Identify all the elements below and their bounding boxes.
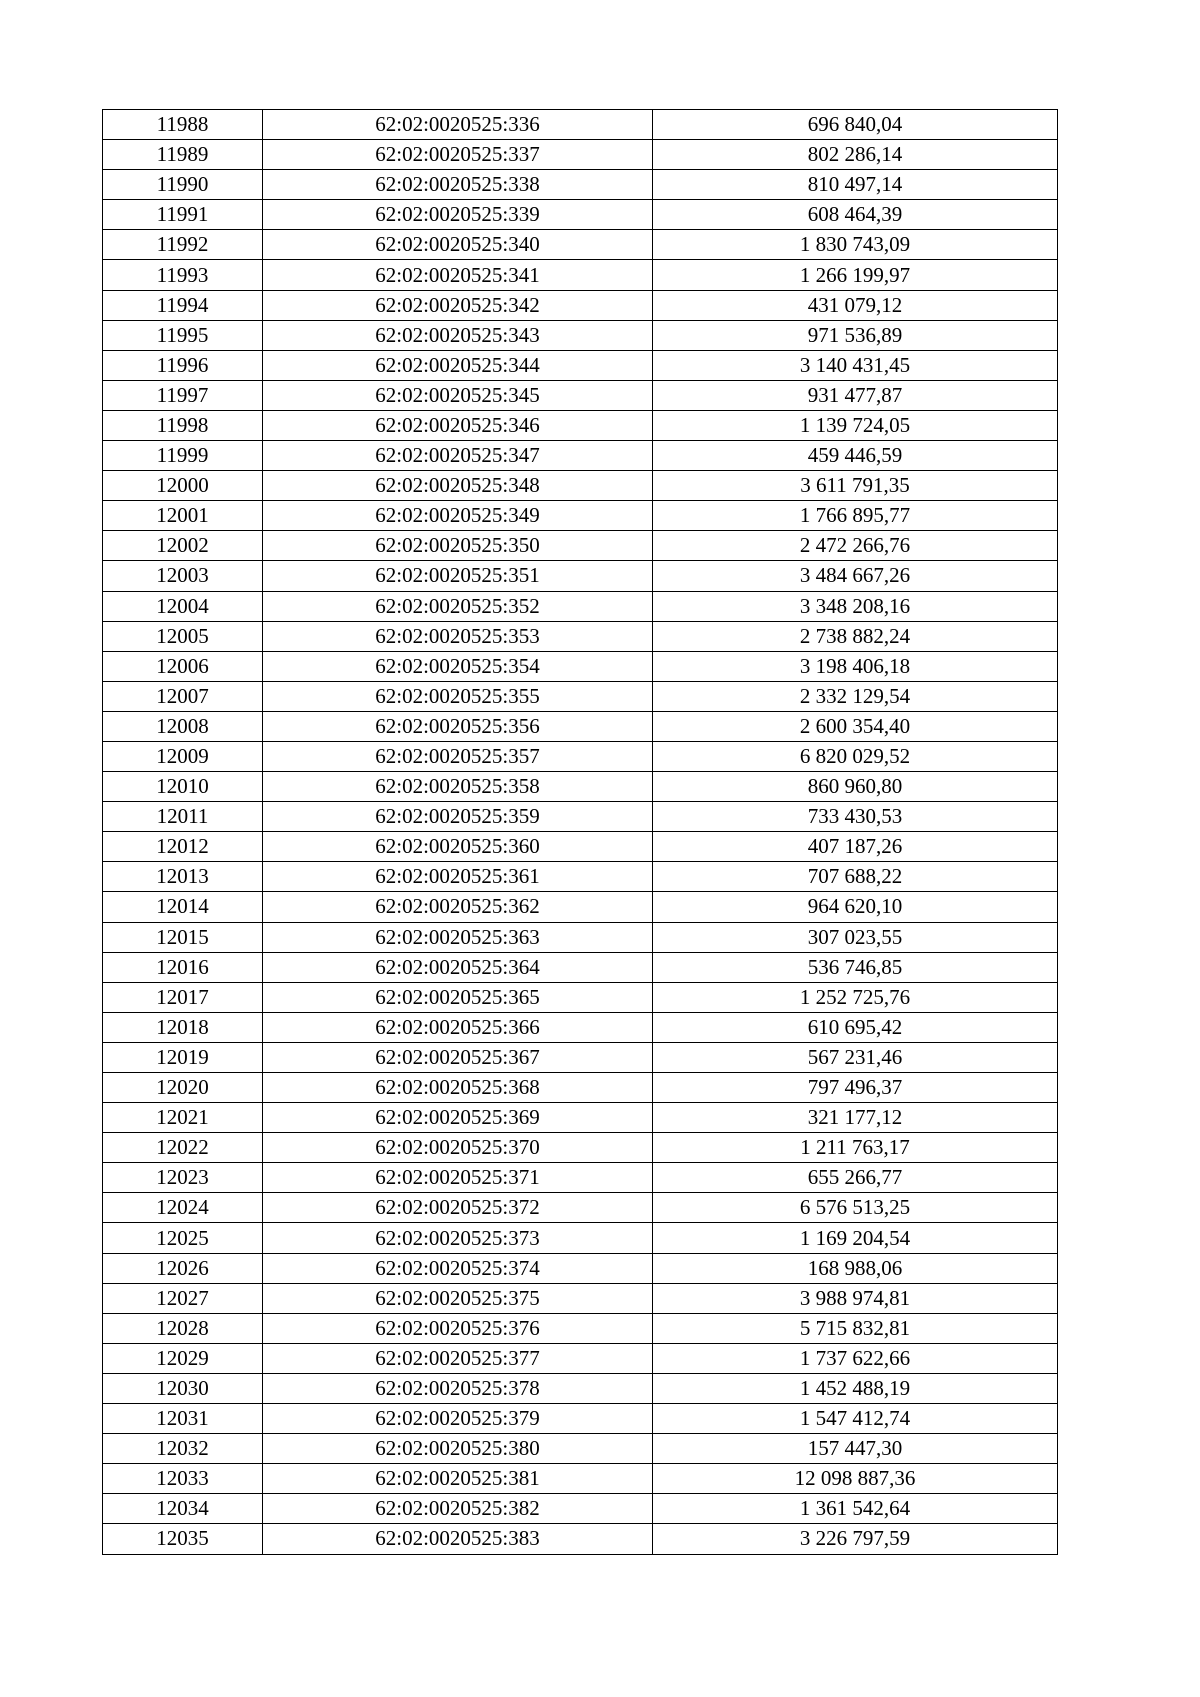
table-row [103, 200, 1058, 230]
cadastral-value-cell: 1 830 743,09 [653, 230, 1058, 260]
cadastral-number-cell: 62:02:0020525:341 [263, 260, 653, 290]
cadastral-value-cell: 5 715 832,81 [653, 1313, 1058, 1343]
cadastral-value-cell: 3 611 791,35 [653, 471, 1058, 501]
table-row [103, 561, 1058, 591]
cadastral-number-cell: 62:02:0020525:349 [263, 501, 653, 531]
cadastral-number-cell: 62:02:0020525:368 [263, 1073, 653, 1103]
cadastral-number-cell: 62:02:0020525:343 [263, 320, 653, 350]
row-number-cell: 11990 [103, 170, 263, 200]
table-row [103, 1133, 1058, 1163]
table-row [103, 862, 1058, 892]
cadastral-number-cell: 62:02:0020525:364 [263, 952, 653, 982]
cadastral-value-table [102, 109, 1058, 1555]
cadastral-number-cell: 62:02:0020525:369 [263, 1103, 653, 1133]
table-body [103, 110, 1058, 1555]
table-row [103, 621, 1058, 651]
cadastral-value-cell: 1 252 725,76 [653, 982, 1058, 1012]
table-row [103, 1313, 1058, 1343]
cadastral-number-cell: 62:02:0020525:362 [263, 892, 653, 922]
cadastral-value-cell: 860 960,80 [653, 772, 1058, 802]
row-number-cell: 11999 [103, 441, 263, 471]
table-row [103, 772, 1058, 802]
row-number-cell: 12023 [103, 1163, 263, 1193]
row-number-cell: 11998 [103, 410, 263, 440]
cadastral-number-cell: 62:02:0020525:373 [263, 1223, 653, 1253]
cadastral-value-cell: 157 447,30 [653, 1434, 1058, 1464]
cadastral-number-cell: 62:02:0020525:375 [263, 1283, 653, 1313]
cadastral-value-cell: 797 496,37 [653, 1073, 1058, 1103]
row-number-cell: 12020 [103, 1073, 263, 1103]
row-number-cell: 12031 [103, 1404, 263, 1434]
row-number-cell: 12033 [103, 1464, 263, 1494]
row-number-cell: 12026 [103, 1253, 263, 1283]
cadastral-number-cell: 62:02:0020525:353 [263, 621, 653, 651]
cadastral-value-cell: 459 446,59 [653, 441, 1058, 471]
cadastral-value-cell: 2 472 266,76 [653, 531, 1058, 561]
table-row [103, 1012, 1058, 1042]
cadastral-value-cell: 1 766 895,77 [653, 501, 1058, 531]
cadastral-value-cell: 810 497,14 [653, 170, 1058, 200]
row-number-cell: 12012 [103, 832, 263, 862]
row-number-cell: 11997 [103, 380, 263, 410]
cadastral-value-cell: 2 332 129,54 [653, 681, 1058, 711]
cadastral-value-cell: 931 477,87 [653, 380, 1058, 410]
row-number-cell: 12022 [103, 1133, 263, 1163]
cadastral-value-cell: 6 820 029,52 [653, 741, 1058, 771]
row-number-cell: 12008 [103, 711, 263, 741]
table-row [103, 1373, 1058, 1403]
row-number-cell: 12021 [103, 1103, 263, 1133]
row-number-cell: 11993 [103, 260, 263, 290]
cadastral-value-cell: 610 695,42 [653, 1012, 1058, 1042]
table-row [103, 410, 1058, 440]
table-row [103, 1494, 1058, 1524]
cadastral-value-cell: 3 198 406,18 [653, 651, 1058, 681]
table-row [103, 1464, 1058, 1494]
row-number-cell: 11992 [103, 230, 263, 260]
table-row [103, 140, 1058, 170]
cadastral-number-cell: 62:02:0020525:383 [263, 1524, 653, 1554]
cadastral-number-cell: 62:02:0020525:378 [263, 1373, 653, 1403]
cadastral-value-cell: 1 211 763,17 [653, 1133, 1058, 1163]
table-row [103, 1404, 1058, 1434]
table-row [103, 1343, 1058, 1373]
table-row [103, 230, 1058, 260]
table-row [103, 1524, 1058, 1554]
table-row [103, 1042, 1058, 1072]
cadastral-number-cell: 62:02:0020525:336 [263, 110, 653, 140]
table-row [103, 1283, 1058, 1313]
cadastral-number-cell: 62:02:0020525:346 [263, 410, 653, 440]
cadastral-number-cell: 62:02:0020525:344 [263, 350, 653, 380]
table-row [103, 531, 1058, 561]
cadastral-number-cell: 62:02:0020525:371 [263, 1163, 653, 1193]
cadastral-value-cell: 1 452 488,19 [653, 1373, 1058, 1403]
row-number-cell: 12005 [103, 621, 263, 651]
row-number-cell: 12014 [103, 892, 263, 922]
cadastral-number-cell: 62:02:0020525:339 [263, 200, 653, 230]
row-number-cell: 12035 [103, 1524, 263, 1554]
table-row [103, 651, 1058, 681]
row-number-cell: 12003 [103, 561, 263, 591]
table-row [103, 471, 1058, 501]
cadastral-value-cell: 6 576 513,25 [653, 1193, 1058, 1223]
table-row [103, 1434, 1058, 1464]
table-row [103, 832, 1058, 862]
cadastral-value-cell: 608 464,39 [653, 200, 1058, 230]
cadastral-number-cell: 62:02:0020525:372 [263, 1193, 653, 1223]
table-row [103, 1163, 1058, 1193]
cadastral-number-cell: 62:02:0020525:348 [263, 471, 653, 501]
row-number-cell: 11996 [103, 350, 263, 380]
cadastral-value-cell: 2 738 882,24 [653, 621, 1058, 651]
table-row [103, 110, 1058, 140]
row-number-cell: 12009 [103, 741, 263, 771]
table-row [103, 380, 1058, 410]
cadastral-number-cell: 62:02:0020525:366 [263, 1012, 653, 1042]
cadastral-value-cell: 971 536,89 [653, 320, 1058, 350]
cadastral-value-cell: 12 098 887,36 [653, 1464, 1058, 1494]
row-number-cell: 12010 [103, 772, 263, 802]
cadastral-number-cell: 62:02:0020525:376 [263, 1313, 653, 1343]
row-number-cell: 12029 [103, 1343, 263, 1373]
table-row [103, 892, 1058, 922]
table-row [103, 741, 1058, 771]
row-number-cell: 11991 [103, 200, 263, 230]
cadastral-value-cell: 1 139 724,05 [653, 410, 1058, 440]
cadastral-number-cell: 62:02:0020525:355 [263, 681, 653, 711]
row-number-cell: 12025 [103, 1223, 263, 1253]
cadastral-value-cell: 407 187,26 [653, 832, 1058, 862]
table-row [103, 591, 1058, 621]
row-number-cell: 12024 [103, 1193, 263, 1223]
table-row [103, 982, 1058, 1012]
row-number-cell: 12000 [103, 471, 263, 501]
cadastral-value-cell: 1 737 622,66 [653, 1343, 1058, 1373]
table-row [103, 922, 1058, 952]
row-number-cell: 12016 [103, 952, 263, 982]
cadastral-value-cell: 655 266,77 [653, 1163, 1058, 1193]
row-number-cell: 12015 [103, 922, 263, 952]
table-row [103, 1103, 1058, 1133]
table-row [103, 350, 1058, 380]
cadastral-number-cell: 62:02:0020525:382 [263, 1494, 653, 1524]
row-number-cell: 11989 [103, 140, 263, 170]
cadastral-number-cell: 62:02:0020525:370 [263, 1133, 653, 1163]
cadastral-number-cell: 62:02:0020525:380 [263, 1434, 653, 1464]
cadastral-value-cell: 802 286,14 [653, 140, 1058, 170]
row-number-cell: 12011 [103, 802, 263, 832]
cadastral-number-cell: 62:02:0020525:377 [263, 1343, 653, 1373]
row-number-cell: 11988 [103, 110, 263, 140]
row-number-cell: 12017 [103, 982, 263, 1012]
row-number-cell: 12018 [103, 1012, 263, 1042]
cadastral-value-cell: 696 840,04 [653, 110, 1058, 140]
row-number-cell: 11994 [103, 290, 263, 320]
cadastral-value-cell: 431 079,12 [653, 290, 1058, 320]
table-row [103, 952, 1058, 982]
table-row [103, 1253, 1058, 1283]
cadastral-value-cell: 307 023,55 [653, 922, 1058, 952]
table-row [103, 501, 1058, 531]
cadastral-number-cell: 62:02:0020525:379 [263, 1404, 653, 1434]
row-number-cell: 12007 [103, 681, 263, 711]
cadastral-value-cell: 3 484 667,26 [653, 561, 1058, 591]
cadastral-number-cell: 62:02:0020525:358 [263, 772, 653, 802]
cadastral-number-cell: 62:02:0020525:354 [263, 651, 653, 681]
row-number-cell: 12034 [103, 1494, 263, 1524]
table-row [103, 711, 1058, 741]
cadastral-number-cell: 62:02:0020525:350 [263, 531, 653, 561]
row-number-cell: 12013 [103, 862, 263, 892]
row-number-cell: 12032 [103, 1434, 263, 1464]
table-row [103, 1193, 1058, 1223]
cadastral-value-cell: 1 169 204,54 [653, 1223, 1058, 1253]
cadastral-value-cell: 964 620,10 [653, 892, 1058, 922]
table-row [103, 320, 1058, 350]
row-number-cell: 11995 [103, 320, 263, 350]
table-row [103, 170, 1058, 200]
cadastral-value-cell: 321 177,12 [653, 1103, 1058, 1133]
cadastral-value-cell: 3 988 974,81 [653, 1283, 1058, 1313]
cadastral-value-cell: 536 746,85 [653, 952, 1058, 982]
cadastral-value-cell: 1 361 542,64 [653, 1494, 1058, 1524]
cadastral-number-cell: 62:02:0020525:374 [263, 1253, 653, 1283]
row-number-cell: 12002 [103, 531, 263, 561]
cadastral-value-cell: 707 688,22 [653, 862, 1058, 892]
table-row [103, 441, 1058, 471]
row-number-cell: 12001 [103, 501, 263, 531]
cadastral-value-cell: 3 348 208,16 [653, 591, 1058, 621]
cadastral-value-cell: 3 140 431,45 [653, 350, 1058, 380]
cadastral-number-cell: 62:02:0020525:352 [263, 591, 653, 621]
table-row [103, 681, 1058, 711]
table-row [103, 1223, 1058, 1253]
cadastral-number-cell: 62:02:0020525:360 [263, 832, 653, 862]
table-row [103, 1073, 1058, 1103]
cadastral-number-cell: 62:02:0020525:359 [263, 802, 653, 832]
cadastral-number-cell: 62:02:0020525:365 [263, 982, 653, 1012]
cadastral-value-cell: 733 430,53 [653, 802, 1058, 832]
cadastral-value-cell: 1 266 199,97 [653, 260, 1058, 290]
cadastral-number-cell: 62:02:0020525:338 [263, 170, 653, 200]
cadastral-number-cell: 62:02:0020525:361 [263, 862, 653, 892]
row-number-cell: 12019 [103, 1042, 263, 1072]
cadastral-value-cell: 2 600 354,40 [653, 711, 1058, 741]
row-number-cell: 12004 [103, 591, 263, 621]
table-row [103, 290, 1058, 320]
row-number-cell: 12030 [103, 1373, 263, 1403]
table-row [103, 260, 1058, 290]
cadastral-number-cell: 62:02:0020525:340 [263, 230, 653, 260]
cadastral-number-cell: 62:02:0020525:345 [263, 380, 653, 410]
row-number-cell: 12028 [103, 1313, 263, 1343]
table-row [103, 802, 1058, 832]
cadastral-number-cell: 62:02:0020525:367 [263, 1042, 653, 1072]
cadastral-value-cell: 1 547 412,74 [653, 1404, 1058, 1434]
cadastral-number-cell: 62:02:0020525:351 [263, 561, 653, 591]
cadastral-number-cell: 62:02:0020525:347 [263, 441, 653, 471]
row-number-cell: 12006 [103, 651, 263, 681]
cadastral-number-cell: 62:02:0020525:357 [263, 741, 653, 771]
cadastral-value-cell: 3 226 797,59 [653, 1524, 1058, 1554]
cadastral-number-cell: 62:02:0020525:356 [263, 711, 653, 741]
cadastral-number-cell: 62:02:0020525:342 [263, 290, 653, 320]
cadastral-value-cell: 168 988,06 [653, 1253, 1058, 1283]
cadastral-number-cell: 62:02:0020525:337 [263, 140, 653, 170]
row-number-cell: 12027 [103, 1283, 263, 1313]
cadastral-number-cell: 62:02:0020525:381 [263, 1464, 653, 1494]
cadastral-value-cell: 567 231,46 [653, 1042, 1058, 1072]
cadastral-number-cell: 62:02:0020525:363 [263, 922, 653, 952]
